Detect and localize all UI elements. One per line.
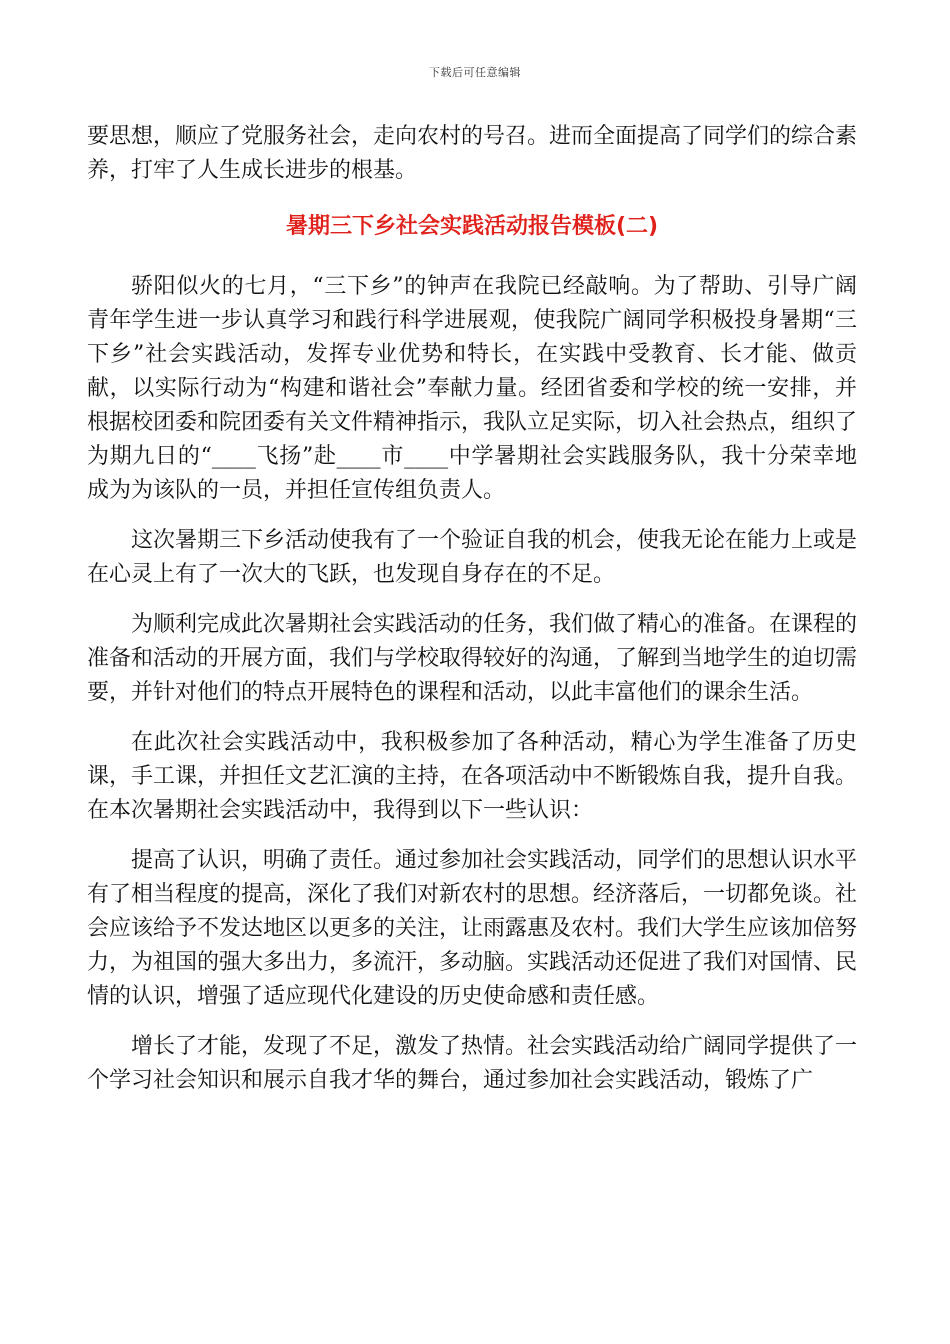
section-title: 暑期三下乡社会实践活动报告模板(二) [285,214,659,239]
paragraph-5: 提高了认识，明确了责任。通过参加社会实践活动，同学们的思想认识水平有了相当程度的提高，深化了我们对新农村的思想。经济落后，一切都免谈。社会应该给予不发达地区以更多的关注，让雨露惠及农村。我们大学生应该加倍努力，为祖国的强大多出力，多流汗，多动脑。实践活动还促进了我们对国情、民情的认识，增强了适应现代化建设的历史使命感和责任感。 [87,848,858,1009]
header-note: 下载后可任意编辑 [429,66,521,79]
paragraph-4: 在此次社会实践活动中，我积极参加了各种活动，精心为学生准备了历史课，手工课，并担任文艺汇演的主持，在各项活动中不断锻炼自我，提升自我。在本次暑期社会实践活动中，我得到以下一些认识： [87,730,858,823]
paragraph-1: 骄阳似火的七月，“三下乡”的钟声在我院已经敲响。为了帮助、引导广阔青年学生进一步认真学习和践行科学进展观，使我院广阔同学积极投身暑期“三下乡”社会实践活动，发挥专业优势和特长，在实践中受教育、长才能、做贡献，以实际行动为“构建和谐社会”奉献力量。经团省委和学校的统一安排，并根据校团委和院团委有关文件精神指示，我队立足实际，切入社会热点，组织了为期九日的“____飞扬”赴____市____中学暑期社会实践服务队，我十分荣幸地成为为该队的一员，并担任宣传组负责人。 [87,274,858,503]
paragraph-6: 增长了才能，发现了不足，激发了热情。社会实践活动给广阔同学提供了一个学习社会知识和展示自我才华的舞台，通过参加社会实践活动，锻炼了广 [87,1034,858,1093]
document-body [87,120,857,1114]
paragraph-3: 为顺利完成此次暑期社会实践活动的任务，我们做了精心的准备。在课程的准备和活动的开展方面，我们与学校取得较好的沟通，了解到当地学生的迫切需要，并针对他们的特点开展特色的课程和活动，以此丰富他们的课余生活。 [87,612,858,705]
paragraph-intro: 要思想，顺应了党服务社会，走向农村的号召。进而全面提高了同学们的综合素养，打牢了人生成长进步的根基。 [87,124,858,183]
paragraph-2: 这次暑期三下乡活动使我有了一个验证自我的机会，使我无论在能力上或是在心灵上有了一次大的飞跃，也发现自身存在的不足。 [87,528,858,587]
